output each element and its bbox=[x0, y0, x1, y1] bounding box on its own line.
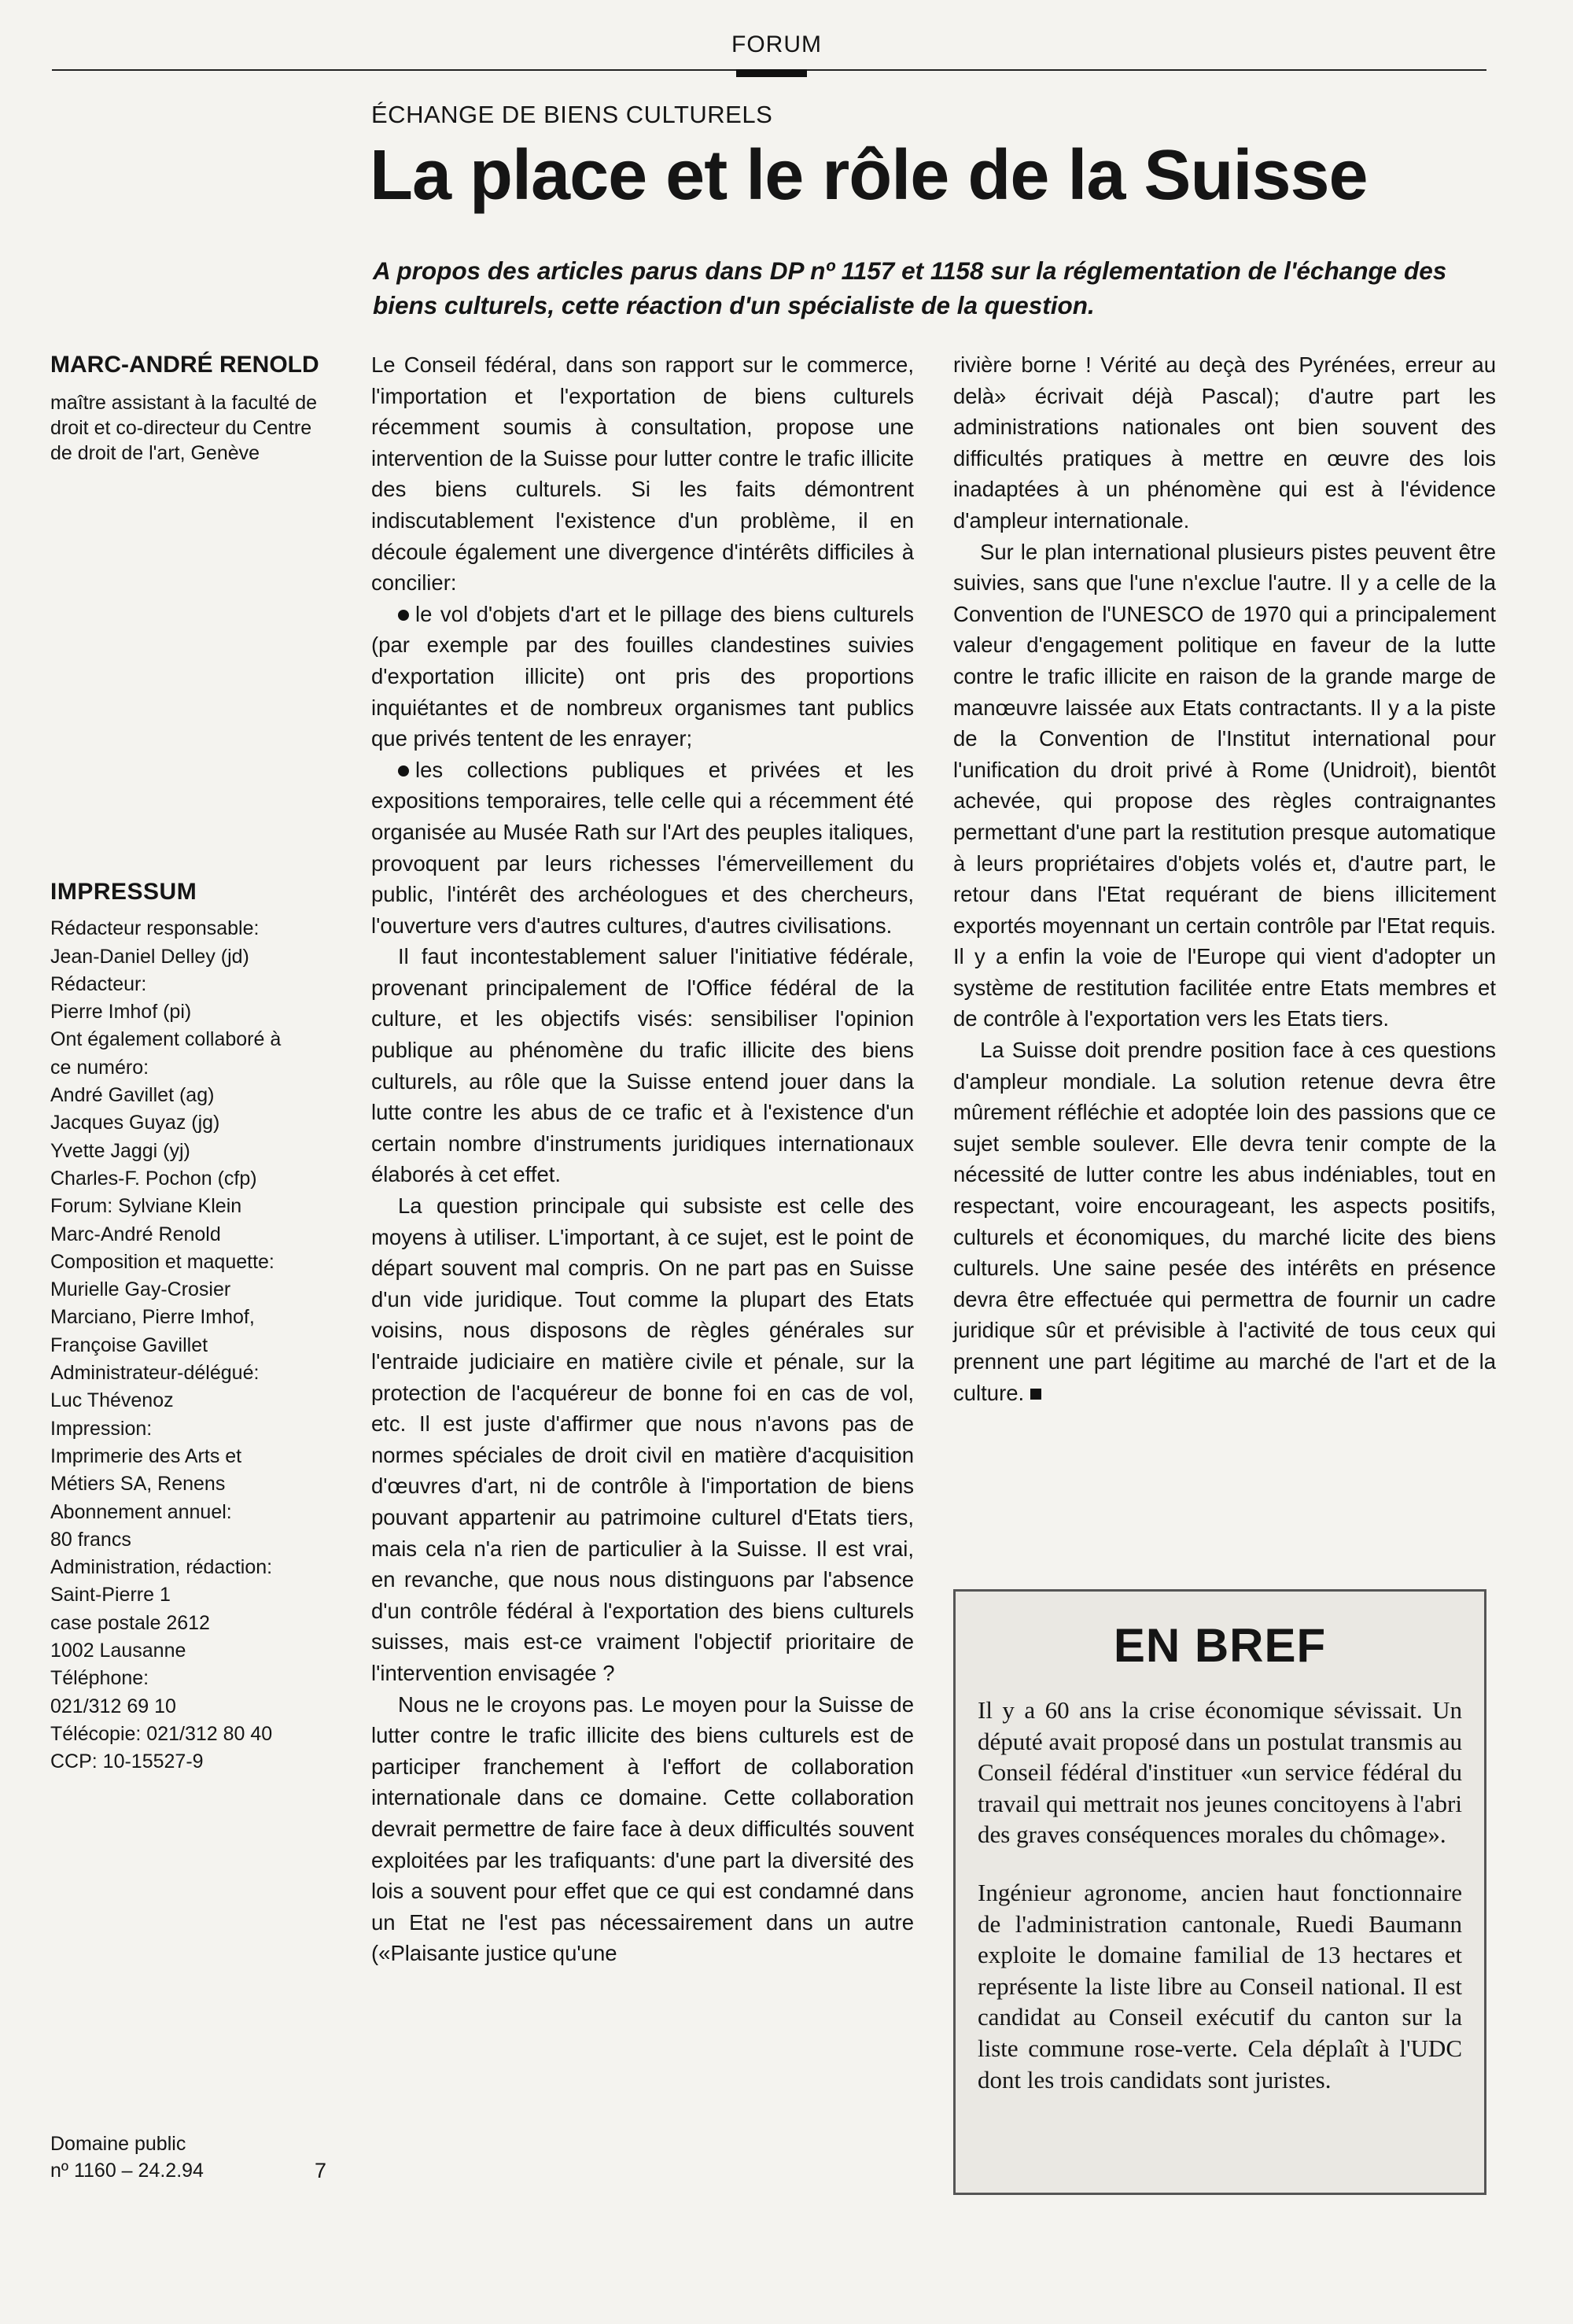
impressum-line: Marciano, Pierre Imhof, bbox=[50, 1306, 255, 1329]
header-rule-marker bbox=[736, 69, 807, 77]
body-paragraph: La question principale qui subsiste est celle des moyens à utiliser. L'important, à ce sujet, est le point de départ souvent mal compris. On ne part pas en Suisse d'un vide juridique. Tout comme la plupart des Etats voisins, nous disposons de règles générales sur l'entraide judiciaire en matière civile et pénale, sur la protection de l'acquéreur de bonne foi en cas de vol, etc. Il est juste d'affirmer que nous n'avons pas de normes spéciales de droit civil en matière d'acquisition d'œuvres d'art, ni de contrôle à l'importation de biens pouvant appartenir au patrimoine culturel d'Etats tiers, mais cela n'a rien de particulier à la Suisse. Il est vrai, en revanche, que nous nous distinguons par l'absence d'un contrôle fédéral à l'exportation des biens culturels suisses, mais est-ce vraiment l'objectif prioritaire de l'intervention envisagée ? bbox=[371, 1193, 914, 1685]
body-text: La Suisse doit prendre position face à ces questions d'ampleur mondiale. La solution retenue devra être mûrement réfléchie et adoptée loin des passions que ce sujet semble soulever. Elle devra tenir compte de la nécessité de lutter contre les abus indéniables, tout en respectant, voire encourageant, les aspects positifs, culturels et économiques, du marché licite des biens culturels. Une saine pesée des intérêts en présence devra être effectuée qui permettra de fournir un cadre juridique sûr et prévisible à l'activité de tous ceux qui prennent une part légitime au marché de l'art et de la culture. bbox=[953, 1038, 1496, 1405]
impressum-line: Composition et maquette: bbox=[50, 1250, 274, 1273]
impressum-line: Jacques Guyaz (jg) bbox=[50, 1112, 220, 1134]
bullet-icon bbox=[398, 610, 409, 621]
body-column-1 bbox=[371, 349, 914, 1969]
impressum-line: 80 francs bbox=[50, 1528, 131, 1551]
impressum-line: Téléphone: bbox=[50, 1667, 149, 1690]
impressum-line: case postale 2612 bbox=[50, 1611, 210, 1634]
page-number: 7 bbox=[315, 2159, 327, 2182]
impressum-line: Ont également collaboré à bbox=[50, 1028, 282, 1051]
impressum-line: Administration, rédaction: bbox=[50, 1556, 273, 1579]
impressum-line: Charles-F. Pochon (cfp) bbox=[50, 1167, 257, 1190]
en-bref-box bbox=[953, 1589, 1486, 2195]
issue-info: nº 1160 – 24.2.94 bbox=[50, 2160, 204, 2182]
impressum-line: ce numéro: bbox=[50, 1056, 149, 1079]
en-bref-item: Ingénieur agronome, ancien haut fonctionnaire de l'administration cantonale, Ruedi Baumann exploite le domaine familial de 13 hectares et représente la liste libre au Conseil national. Il est candidat au Conseil exécutif du canton sur la liste commune rose-verte. Cela déplaît à l'UDC dont les trois candidats sont juristes. bbox=[978, 1878, 1462, 2093]
author-bio: maître assistant à la faculté de droit et co-directeur du Centre de droit de l'art, Genève bbox=[50, 392, 318, 464]
impressum-line: Forum: Sylviane Klein bbox=[50, 1195, 242, 1218]
body-column-2 bbox=[953, 349, 1496, 1408]
body-paragraph: Sur le plan international plusieurs pistes peuvent être suivies, sans que l'une n'exclue l'autre. Il y a celle de la Convention de l'UNESCO de 1970 qui a principalement valeur d'engagement politique en faveur de la lutte contre le trafic illicite en raison de la grande marge de manœuvre laissée aux Etats contractants. Il y a la piste de la Convention de l'Institut international pour l'unification du droit privé à Rome (Unidroit), bientôt achevée, qui propose des règles contraignantes permettant d'une part la restitution presque automatique à leurs propriétaires d'objets volés et, d'autre part, le retour dans l'Etat requérant de biens illicitement exportés moyennant un certain contrôle par l'Etat requis. Il y a enfin la voie de l'Europe qui vient d'adopter un système de restitution facilitée entre Etats membres et de contrôle à l'exportation vers les Etats tiers. bbox=[953, 539, 1496, 1031]
publication-name: Domaine public bbox=[50, 2133, 186, 2155]
body-paragraph: Le Conseil fédéral, dans son rapport sur le commerce, l'importation et l'exportation de biens culturels récemment soumis à consultation, propose une intervention de la Suisse pour lutter contre le trafic illicite des biens culturels. Si les faits démontrent indiscutablement l'existence d'un problème, il en découle également une divergence d'intérêts difficiles à concilier: bbox=[371, 352, 914, 596]
body-paragraph bbox=[953, 1035, 1496, 1408]
author-name: MARC-ANDRÉ RENOLD bbox=[50, 352, 319, 378]
end-of-article-icon bbox=[1030, 1389, 1041, 1400]
en-bref-item: Il y a 60 ans la crise économique sévissait. Un député avait proposé dans un postulat transmis au Conseil fédéral d'instituer «un service fédéral du travail qui mettrait nos jeunes concitoyens à l'abri des graves conséquences morales du chômage». bbox=[978, 1696, 1462, 1849]
impressum-line: Marc-André Renold bbox=[50, 1223, 221, 1245]
impressum-line: Yvette Jaggi (yj) bbox=[50, 1139, 190, 1162]
impressum-line: Abonnement annuel: bbox=[50, 1500, 232, 1523]
impressum-line: 1002 Lausanne bbox=[50, 1640, 186, 1662]
impressum-line: Luc Thévenoz bbox=[50, 1389, 174, 1412]
impressum-line: Pierre Imhof (pi) bbox=[50, 1001, 192, 1024]
impressum-line: Métiers SA, Renens bbox=[50, 1473, 226, 1496]
bullet-text: les collections publiques et privées et les expositions temporaires, telle celle qui a récemment été organisée au Musée Rath sur l'Art des peuples italiques, provoquent par leurs richesses l'émerveillement du public, l'intérêt des archéologues et des chercheurs, l'ouverture vers d'autres cultures, d'autres civilisations. bbox=[371, 757, 914, 938]
author-block bbox=[50, 349, 333, 466]
article-title: La place et le rôle de la Suisse bbox=[370, 136, 1368, 215]
body-paragraph: rivière borne ! Vérité au deçà des Pyrénées, erreur au delà» écrivait déjà Pascal); d'autre part les administrations nationales ont bien souvent des difficultés pratiques à mettre en œuvre des lois inadaptées à un phénomène qui est à l'évidence d'ampleur internationale. bbox=[953, 352, 1496, 533]
impressum-line: Murielle Gay-Crosier bbox=[50, 1278, 231, 1301]
section-label: FORUM bbox=[731, 31, 822, 57]
body-paragraph: Nous ne le croyons pas. Le moyen pour la Suisse de lutter contre le trafic illicite des biens culturels est de participer franchement à l'effort de collaboration internationale dans ce domaine. Cette collaboration devrait permettre de faire face à deux difficultés souvent exploitées par les trafiquants: d'une part la diversité des lois a souvent pour effet que ce qui est condamné dans un Etat ne l'est pas nécessairement dans un autre («Plaisante justice qu'une bbox=[371, 1691, 914, 1966]
en-bref-title: EN BREF bbox=[1113, 1619, 1327, 1672]
impressum-line: Rédacteur: bbox=[50, 972, 147, 995]
article-kicker: ÉCHANGE DE BIENS CULTURELS bbox=[371, 101, 773, 128]
impressum-line: 021/312 69 10 bbox=[50, 1695, 176, 1717]
impressum-line: Saint-Pierre 1 bbox=[50, 1584, 171, 1607]
impressum-line: Françoise Gavillet bbox=[50, 1334, 208, 1356]
bullet-paragraph bbox=[371, 754, 914, 942]
impressum-line: Jean-Daniel Delley (jd) bbox=[50, 945, 249, 968]
body-paragraph: Il faut incontestablement saluer l'initiative fédérale, provenant principalement de l'Office fédéral de la culture, et les objectifs visés: sensibiliser l'opinion publique au phénomène du trafic illicite des biens culturels, au rôle que la Suisse entend jouer dans la lutte contre les abus de ce trafic et à l'existence d'un certain nombre d'instruments juridiques internationaux élaborés à cet effet. bbox=[371, 944, 914, 1187]
impressum-line: Impression: bbox=[50, 1417, 153, 1440]
impressum-line: CCP: 10-15527-9 bbox=[50, 1750, 204, 1773]
impressum-title: IMPRESSUM bbox=[50, 879, 197, 905]
impressum-line: Imprimerie des Arts et bbox=[50, 1444, 242, 1467]
article-lede: A propos des articles parus dans DP nº 1157 et 1158 sur la réglementation de l'échange des biens culturels, cette réaction d'un spécialiste de la question. bbox=[373, 256, 1447, 319]
impressum bbox=[50, 878, 341, 1776]
impressum-line: Rédacteur responsable: bbox=[50, 917, 260, 940]
folio bbox=[50, 2130, 341, 2184]
impressum-line: André Gavillet (ag) bbox=[50, 1084, 215, 1107]
bullet-text: le vol d'objets d'art et le pillage des biens culturels (par exemple par des fouilles clandestines suivies d'exportation illicite) ont pris des proportions inquiétantes et de nombreux organismes tant publics que privés tentent de les enrayer; bbox=[371, 601, 914, 751]
bullet-icon bbox=[398, 765, 409, 777]
bullet-paragraph bbox=[371, 599, 914, 754]
impressum-line: Télécopie: 021/312 80 40 bbox=[50, 1722, 273, 1745]
impressum-line: Administrateur-délégué: bbox=[50, 1362, 260, 1385]
